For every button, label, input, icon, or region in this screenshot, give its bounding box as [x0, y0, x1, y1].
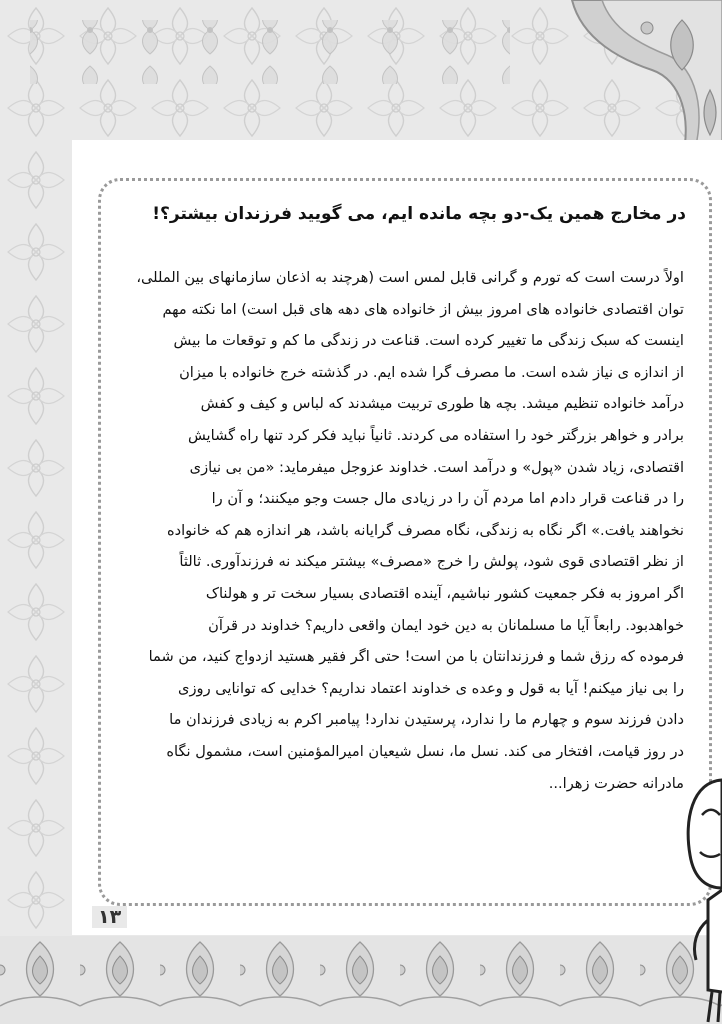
answer-paragraph [104, 262, 684, 799]
text-line: در روز قیامت، افتخار می کند. نسل ما، نسل شیعیان امیرالمؤمنین است، مشمول نگاه [166, 742, 684, 760]
text-line: توان اقتصادی خانواده های امروز بیش از خانواده های دهه های قبل است) اما نکته مهم [162, 300, 684, 318]
text-line: اگر امروز به فکر جمعیت کشور نباشیم، آینده اقتصادی بسیار سخت تر و هولناک [205, 584, 684, 602]
question-heading: در مخارج همین یک-دو بچه مانده ایم، می گویید فرزندان بیشتر؟! [152, 204, 686, 224]
arabesque-border-band-icon [0, 936, 722, 1024]
text-line: فرموده که رزق شما و فرزندانتان با من است! حتی اگر فقیر هستید ازدواج کنید، من شما [148, 648, 684, 666]
text-line: را بی نیاز میکنم! آیا به قول و وعده ی خداوند اعتماد نداریم؟ خدایی که توانایی روزی [178, 679, 684, 697]
text-line: اقتصادی، زیاد شدن «پول» و درآمد است. خداوند عزوجل میفرماید: «من بی نیازی [189, 458, 684, 476]
text-line: از اندازه ی نیاز شده است. ما مصرف گرا شده ایم. در گذشته خرج خانواده با میزان [179, 363, 684, 381]
text-line: برادر و خواهر بزرگتر خود را استفاده می کردند. ثانیاً نباید فکر کرد تنها راه گشایش [187, 426, 684, 444]
text-line: اینست که سبک زندگی ما تغییر کرده است. قناعت در زندگی ما کم و توقعات ما بیش [173, 332, 684, 350]
text-line: اولاً درست است که تورم و گرانی قابل لمس است (هرچند به اذعان سازمانهای بین المللی، [136, 269, 684, 286]
text-line: از نظر اقتصادی قوی شود، پولش را خرج «مصرف» بیشتر میکند نه فرزندآوری. ثالثاً [179, 553, 684, 571]
page-number: ۱۳ [92, 906, 127, 928]
text-line: نخواهند یافت.» اگر نگاه به زندگی، نگاه مصرف گرایانه باشد، هر اندازه هم که خانواده [166, 521, 684, 539]
text-line: خواهدبود. رابعاً آیا ما مسلمانان به دین خود ایمان واقعی داریم؟ خداوند در قرآن [208, 616, 684, 634]
text-line: درآمد خانواده تنظیم میشد. بچه ها طوری تربیت میشدند که لباس و کیف و کفش [200, 395, 684, 413]
text-line: دادن فرزند سوم و چهارم ما را ندارد، پرستیدن ندارد! پیامبر اکرم به زیادی فرزندان ما [169, 711, 684, 729]
text-line: را در قناعت قرار دادم اما مردم آن را در زیادی مال جست وجو میکنند؛ و آن را [211, 490, 684, 508]
text-line: مادرانه حضرت زهرا... [548, 774, 684, 792]
cartoon-character-icon [682, 760, 722, 1024]
